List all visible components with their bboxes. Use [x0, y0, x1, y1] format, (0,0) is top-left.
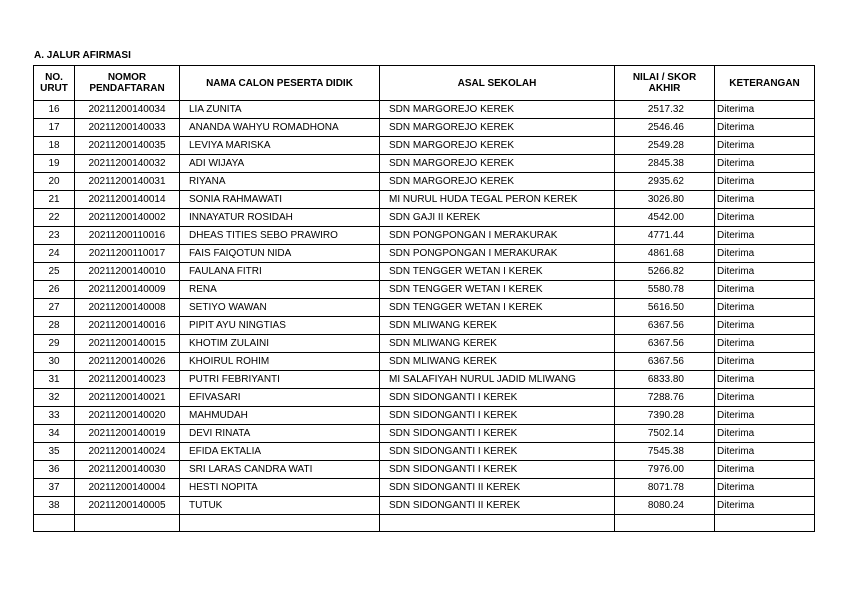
cell-score: 7502.14: [615, 425, 715, 443]
table-row: [34, 497, 815, 515]
cell-note: Diterima: [715, 281, 815, 299]
header-school: ASAL SEKOLAH: [380, 66, 615, 101]
table-row: [34, 407, 815, 425]
header-no-line1: NO.: [45, 72, 63, 83]
cell-note: Diterima: [715, 461, 815, 479]
cell-score: 5580.78: [615, 281, 715, 299]
cell-note: Diterima: [715, 389, 815, 407]
table-row: [34, 155, 815, 173]
cell-no: 28: [34, 317, 75, 335]
cell-registration: 20211200140014: [75, 191, 180, 209]
table-row: [34, 209, 815, 227]
table-row: [34, 299, 815, 317]
cell-score: 4542.00: [615, 209, 715, 227]
cell-school: SDN MARGOREJO KEREK: [380, 137, 615, 155]
cell-note: Diterima: [715, 317, 815, 335]
cell-registration: 20211200140026: [75, 353, 180, 371]
cell-note: Diterima: [715, 335, 815, 353]
cell-name: RIYANA: [180, 173, 380, 191]
cell-score: 3026.80: [615, 191, 715, 209]
cell-no: 25: [34, 263, 75, 281]
cell-name: PUTRI FEBRIYANTI: [180, 371, 380, 389]
cell-no: 17: [34, 119, 75, 137]
cell-note: Diterima: [715, 299, 815, 317]
cell-school: SDN GAJI II KEREK: [380, 209, 615, 227]
cell-registration: 20211200140016: [75, 317, 180, 335]
cell-note: Diterima: [715, 425, 815, 443]
header-registration: [75, 66, 180, 101]
cell-registration: 20211200140009: [75, 281, 180, 299]
cell-note: Diterima: [715, 155, 815, 173]
cell-registration: 20211200140031: [75, 173, 180, 191]
cell-school: SDN MARGOREJO KEREK: [380, 155, 615, 173]
cell-no: 33: [34, 407, 75, 425]
cell-score: 6367.56: [615, 335, 715, 353]
cell-school: MI SALAFIYAH NURUL JADID MLIWANG: [380, 371, 615, 389]
table-header-row: [34, 66, 815, 101]
cell-no: 18: [34, 137, 75, 155]
cell-school: SDN TENGGER WETAN I KEREK: [380, 263, 615, 281]
results-table: [33, 65, 815, 532]
header-no: [34, 66, 75, 101]
cell-no: 31: [34, 371, 75, 389]
cell-no: 21: [34, 191, 75, 209]
cell-no: 20: [34, 173, 75, 191]
cell-registration: 20211200140035: [75, 137, 180, 155]
table-row: [34, 137, 815, 155]
cell-school: SDN SIDONGANTI II KEREK: [380, 497, 615, 515]
header-no-line2: URUT: [40, 83, 68, 94]
cell-school: MI NURUL HUDA TEGAL PERON KEREK: [380, 191, 615, 209]
cell-name: FAULANA FITRI: [180, 263, 380, 281]
empty-cell: [615, 515, 715, 532]
cell-school: SDN PONGPONGAN I MERAKURAK: [380, 245, 615, 263]
cell-school: SDN SIDONGANTI I KEREK: [380, 443, 615, 461]
cell-name: TUTUK: [180, 497, 380, 515]
cell-registration: 20211200140002: [75, 209, 180, 227]
cell-school: SDN TENGGER WETAN I KEREK: [380, 281, 615, 299]
cell-registration: 20211200140008: [75, 299, 180, 317]
empty-cell: [75, 515, 180, 532]
cell-registration: 20211200140024: [75, 443, 180, 461]
table-row: [34, 173, 815, 191]
cell-no: 35: [34, 443, 75, 461]
cell-note: Diterima: [715, 443, 815, 461]
cell-no: 32: [34, 389, 75, 407]
cell-name: FAIS FAIQOTUN NIDA: [180, 245, 380, 263]
cell-no: 26: [34, 281, 75, 299]
cell-score: 2549.28: [615, 137, 715, 155]
cell-registration: 20211200140005: [75, 497, 180, 515]
cell-score: 8080.24: [615, 497, 715, 515]
table-row: [34, 353, 815, 371]
cell-school: SDN PONGPONGAN I MERAKURAK: [380, 227, 615, 245]
table-row: [34, 479, 815, 497]
cell-score: 6367.56: [615, 317, 715, 335]
cell-no: 19: [34, 155, 75, 173]
cell-no: 16: [34, 101, 75, 119]
cell-score: 7976.00: [615, 461, 715, 479]
cell-note: Diterima: [715, 173, 815, 191]
cell-score: 8071.78: [615, 479, 715, 497]
cell-score: 7390.28: [615, 407, 715, 425]
cell-name: EFIDA EKTALIA: [180, 443, 380, 461]
cell-school: SDN SIDONGANTI II KEREK: [380, 479, 615, 497]
header-registration-line1: NOMOR: [107, 72, 147, 83]
cell-name: MAHMUDAH: [180, 407, 380, 425]
cell-name: HESTI NOPITA: [180, 479, 380, 497]
cell-note: Diterima: [715, 191, 815, 209]
table-row: [34, 335, 815, 353]
table-row: [34, 371, 815, 389]
cell-school: SDN MLIWANG KEREK: [380, 335, 615, 353]
cell-registration: 20211200140032: [75, 155, 180, 173]
cell-no: 24: [34, 245, 75, 263]
table-row: [34, 101, 815, 119]
cell-no: 30: [34, 353, 75, 371]
table-row: [34, 191, 815, 209]
table-row: [34, 425, 815, 443]
header-registration-line2: PENDAFTARAN: [89, 83, 165, 94]
cell-note: Diterima: [715, 263, 815, 281]
table-row: [34, 461, 815, 479]
cell-score: 7545.38: [615, 443, 715, 461]
table-row: [34, 317, 815, 335]
table-row: [34, 281, 815, 299]
cell-school: SDN MARGOREJO KEREK: [380, 101, 615, 119]
cell-registration: 20211200140020: [75, 407, 180, 425]
cell-school: SDN MLIWANG KEREK: [380, 317, 615, 335]
cell-name: LEVIYA MARISKA: [180, 137, 380, 155]
cell-note: Diterima: [715, 245, 815, 263]
cell-name: SONIA RAHMAWATI: [180, 191, 380, 209]
empty-cell: [34, 515, 75, 532]
cell-name: DEVI RINATA: [180, 425, 380, 443]
cell-name: KHOIRUL ROHIM: [180, 353, 380, 371]
cell-registration: 20211200140023: [75, 371, 180, 389]
header-score-line1: NILAI / SKOR: [632, 72, 697, 83]
cell-name: SRI LARAS CANDRA WATI: [180, 461, 380, 479]
empty-cell: [715, 515, 815, 532]
cell-school: SDN SIDONGANTI I KEREK: [380, 461, 615, 479]
cell-score: 5616.50: [615, 299, 715, 317]
cell-name: KHOTIM ZULAINI: [180, 335, 380, 353]
cell-no: 22: [34, 209, 75, 227]
cell-registration: 20211200140033: [75, 119, 180, 137]
cell-no: 29: [34, 335, 75, 353]
cell-note: Diterima: [715, 353, 815, 371]
cell-school: SDN MARGOREJO KEREK: [380, 119, 615, 137]
cell-name: DHEAS TITIES SEBO PRAWIRO: [180, 227, 380, 245]
cell-note: Diterima: [715, 137, 815, 155]
empty-row: [34, 515, 815, 532]
cell-note: Diterima: [715, 101, 815, 119]
empty-cell: [180, 515, 380, 532]
cell-note: Diterima: [715, 497, 815, 515]
cell-registration: 20211200140034: [75, 101, 180, 119]
cell-note: Diterima: [715, 119, 815, 137]
table-row: [34, 227, 815, 245]
cell-name: INNAYATUR ROSIDAH: [180, 209, 380, 227]
cell-score: 2517.32: [615, 101, 715, 119]
cell-registration: 20211200140010: [75, 263, 180, 281]
cell-registration: 20211200110017: [75, 245, 180, 263]
empty-cell: [380, 515, 615, 532]
cell-score: 2845.38: [615, 155, 715, 173]
cell-score: 2546.46: [615, 119, 715, 137]
cell-school: SDN SIDONGANTI I KEREK: [380, 407, 615, 425]
cell-score: 7288.76: [615, 389, 715, 407]
table-body: [34, 101, 815, 532]
header-score-line2: AKHIR: [648, 83, 681, 94]
cell-school: SDN SIDONGANTI I KEREK: [380, 425, 615, 443]
header-score: [615, 66, 715, 101]
cell-score: 6367.56: [615, 353, 715, 371]
cell-name: ADI WIJAYA: [180, 155, 380, 173]
cell-registration: 20211200140030: [75, 461, 180, 479]
cell-score: 4771.44: [615, 227, 715, 245]
cell-name: LIA ZUNITA: [180, 101, 380, 119]
cell-registration: 20211200140019: [75, 425, 180, 443]
cell-score: 6833.80: [615, 371, 715, 389]
header-name: NAMA CALON PESERTA DIDIK: [180, 66, 380, 101]
cell-registration: 20211200140015: [75, 335, 180, 353]
cell-name: EFIVASARI: [180, 389, 380, 407]
cell-name: ANANDA WAHYU ROMADHONA: [180, 119, 380, 137]
table-row: [34, 245, 815, 263]
cell-score: 5266.82: [615, 263, 715, 281]
cell-note: Diterima: [715, 407, 815, 425]
cell-note: Diterima: [715, 209, 815, 227]
cell-registration: 20211200140004: [75, 479, 180, 497]
cell-no: 38: [34, 497, 75, 515]
table-row: [34, 263, 815, 281]
cell-no: 37: [34, 479, 75, 497]
cell-registration: 20211200110016: [75, 227, 180, 245]
section-title: A. JALUR AFIRMASI: [34, 50, 131, 61]
cell-note: Diterima: [715, 479, 815, 497]
table-row: [34, 443, 815, 461]
cell-name: PIPIT AYU NINGTIAS: [180, 317, 380, 335]
cell-score: 2935.62: [615, 173, 715, 191]
header-note: KETERANGAN: [715, 66, 815, 101]
cell-score: 4861.68: [615, 245, 715, 263]
cell-no: 27: [34, 299, 75, 317]
cell-no: 36: [34, 461, 75, 479]
cell-school: SDN MARGOREJO KEREK: [380, 173, 615, 191]
cell-name: RENA: [180, 281, 380, 299]
cell-school: SDN MLIWANG KEREK: [380, 353, 615, 371]
cell-no: 34: [34, 425, 75, 443]
table-row: [34, 119, 815, 137]
cell-name: SETIYO WAWAN: [180, 299, 380, 317]
cell-note: Diterima: [715, 227, 815, 245]
table-row: [34, 389, 815, 407]
cell-registration: 20211200140021: [75, 389, 180, 407]
cell-school: SDN SIDONGANTI I KEREK: [380, 389, 615, 407]
cell-note: Diterima: [715, 371, 815, 389]
cell-school: SDN TENGGER WETAN I KEREK: [380, 299, 615, 317]
cell-no: 23: [34, 227, 75, 245]
